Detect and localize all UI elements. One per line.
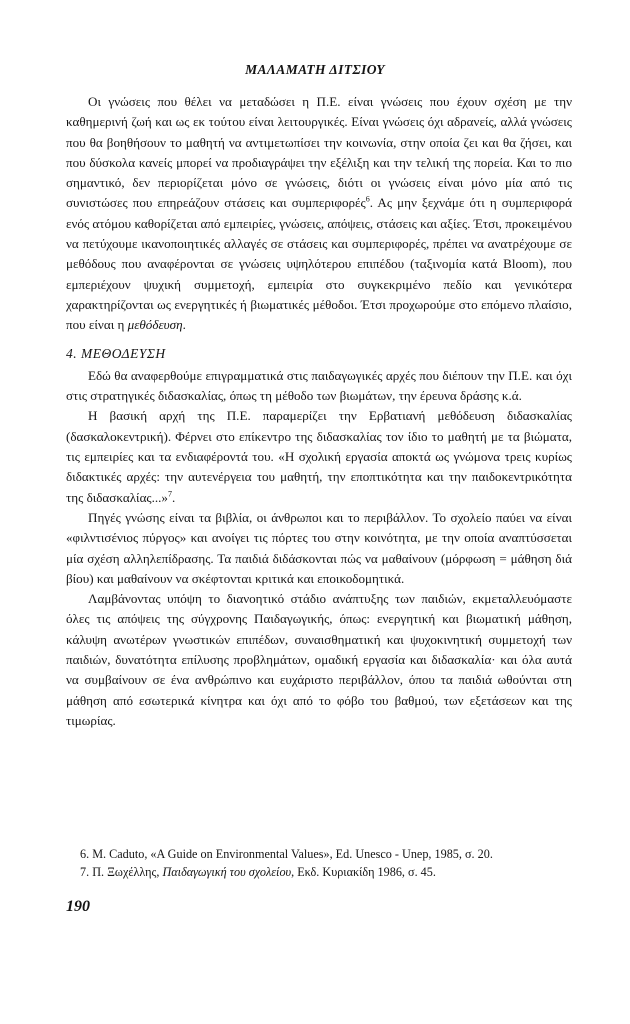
footnote-ref-7: 7 bbox=[167, 489, 172, 499]
paragraph-5: Λαμβάνοντας υπόψη το διανοητικό στάδιο ανάπτυξης των παιδιών, εκμεταλλευόμαστε όλες τις απόψεις της σύγχρονης Παιδαγωγικής, όπως: ενεργητική και βιωματική μάθηση, κάλυψη ανωτέρων γνωστικών επιπέδων, συναισθηματική και ψυχοκινητική συμμετοχή των παιδιών, δυνατότητα επίλυσης προβλημάτων, ομαδική εργασία και διδασκαλία· και όλα αυτά να συμβαίνουν σε ένα ανθρώπινο και ευχάριστο περιβάλλον, όπου τα παιδιά ωθούνται στη μάθηση από εσωτερικά κίνητρα και όχι από το φόβο του βαθμού, των εξετάσεων και της τιμωρίας. bbox=[66, 591, 572, 728]
footnotes bbox=[66, 846, 572, 881]
book-title: Παιδαγωγική του σχολείου bbox=[162, 864, 292, 879]
footnote-6: 6. M. Caduto, «A Guide on Environmental Values», Ed. Unesco - Unep, 1985, σ. 20. bbox=[80, 847, 493, 861]
section-heading: 4. ΜΕΘΟΔΕΥΣΗ bbox=[66, 345, 166, 361]
footnote-7: 7. Π. Ξωχέλλης, Παιδαγωγική του σχολείου, Εκδ. Κυριακίδη 1986, σ. 45. bbox=[80, 864, 436, 879]
paragraph-3: Η βασική αρχή της Π.Ε. παραμερίζει την Ερβατιανή μεθόδευση διδασκαλίας (δασκαλοκεντρική). Φέρνει στο επίκεντρο της διδασκαλίας τον ίδιο το μαθητή με τα βιώματα, τις εμπειρίες και τα ενδιαφέροντά του. «Η σχολική εργασία αποκτά ως γνώμονα τρεις κυρίως διδακτικές αρχές: την αυτενέργεια του μαθητή, την εποπτικότητα και την παιδοκεντρικότητα της διδασκαλίας...»$^7$. bbox=[66, 408, 572, 505]
emphasis-term: μεθόδευση bbox=[127, 317, 183, 333]
paragraph-4: Πηγές γνώσης είναι τα βιβλία, οι άνθρωποι και το περιβάλλον. Το σχολείο παύει να είναι «φιλντισένιος πύργος» και ανοίγει τις πόρτες του στην κοινότητα, με την οποία αναπτύσσεται μία σχέση αλληλεπίδρασης. Τα παιδιά διδάσκονται πώς να μαθαίνουν (μόρφωση = μάθηση διά βίου) και μαθαίνουν να σκέφτονται κριτικά και εποικοδομητικά. bbox=[66, 509, 572, 586]
body-text bbox=[66, 92, 572, 731]
footnote-ref-6: 6 bbox=[365, 195, 370, 205]
paragraph-2: Εδώ θα αναφερθούμε επιγραμματικά στις παιδαγωγικές αρχές που διέπουν την Π.Ε. και όχι στις στρατηγικές διδασκαλίας, όπως τη μέθοδο των βιωμάτων, την έρευνα δράσης κ.ά. bbox=[66, 367, 572, 404]
paragraph-1: Οι γνώσεις που θέλει να μεταδώσει η Π.Ε. είναι γνώσεις που έχουν σχέση με την καθημερινή ζωή και ως εκ τούτου είναι λειτουργικές. Είναι γνώσεις όχι αδρανείς, αλλά γνώσεις που θα βοηθήσουν το μαθητή να αντιμετωπίσει την κοινωνία, στην οποία ζει και θα ζήσει, και που δύσκολα κανείς μπορεί να προδιαγράψει την εξέλιξη και την τελική της πορεία. Και το πιο σημαντικό, δεν περιορίζεται μόνο σε γνώσεις, διότι οι γνώσεις είναι μόνο μία από τις συνιστώσες που επηρεάζουν στάσεις και συμπεριφορές$^6$. Ας μην ξεχνάμε ότι η συμπεριφορά ενός ατόμου καθορίζεται από εμπειρίες, γνώσεις, απόψεις, στάσεις και αξίες. Έτσι, προκειμένου να πετύχουμε ικανοποιητικές αλλαγές σε στάσεις και συμπεριφορές, πρέπει να ανατρέχουμε σε μεθόδους που αναφέρονται σε γνώσεις υψηλότερου επιπέδου (ταξινομία κατά Bloom), που εμπεριέχουν ψυχική συμμετοχή, εμπειρία στο συγκεκριμένο πεδίο και γενικότερα χαρακτηρίζονται ως ενεργητικές ή βιωματικές μέθοδοι. Έτσι προχωρούμε στο επόμενο πλαίσιο, που είναι η μεθόδευση. bbox=[66, 94, 572, 333]
page-number: 190 bbox=[66, 898, 90, 915]
running-head: ΜΑΛΑΜΑΤΗ ΔΙΤΣΙΟΥ bbox=[245, 62, 385, 77]
